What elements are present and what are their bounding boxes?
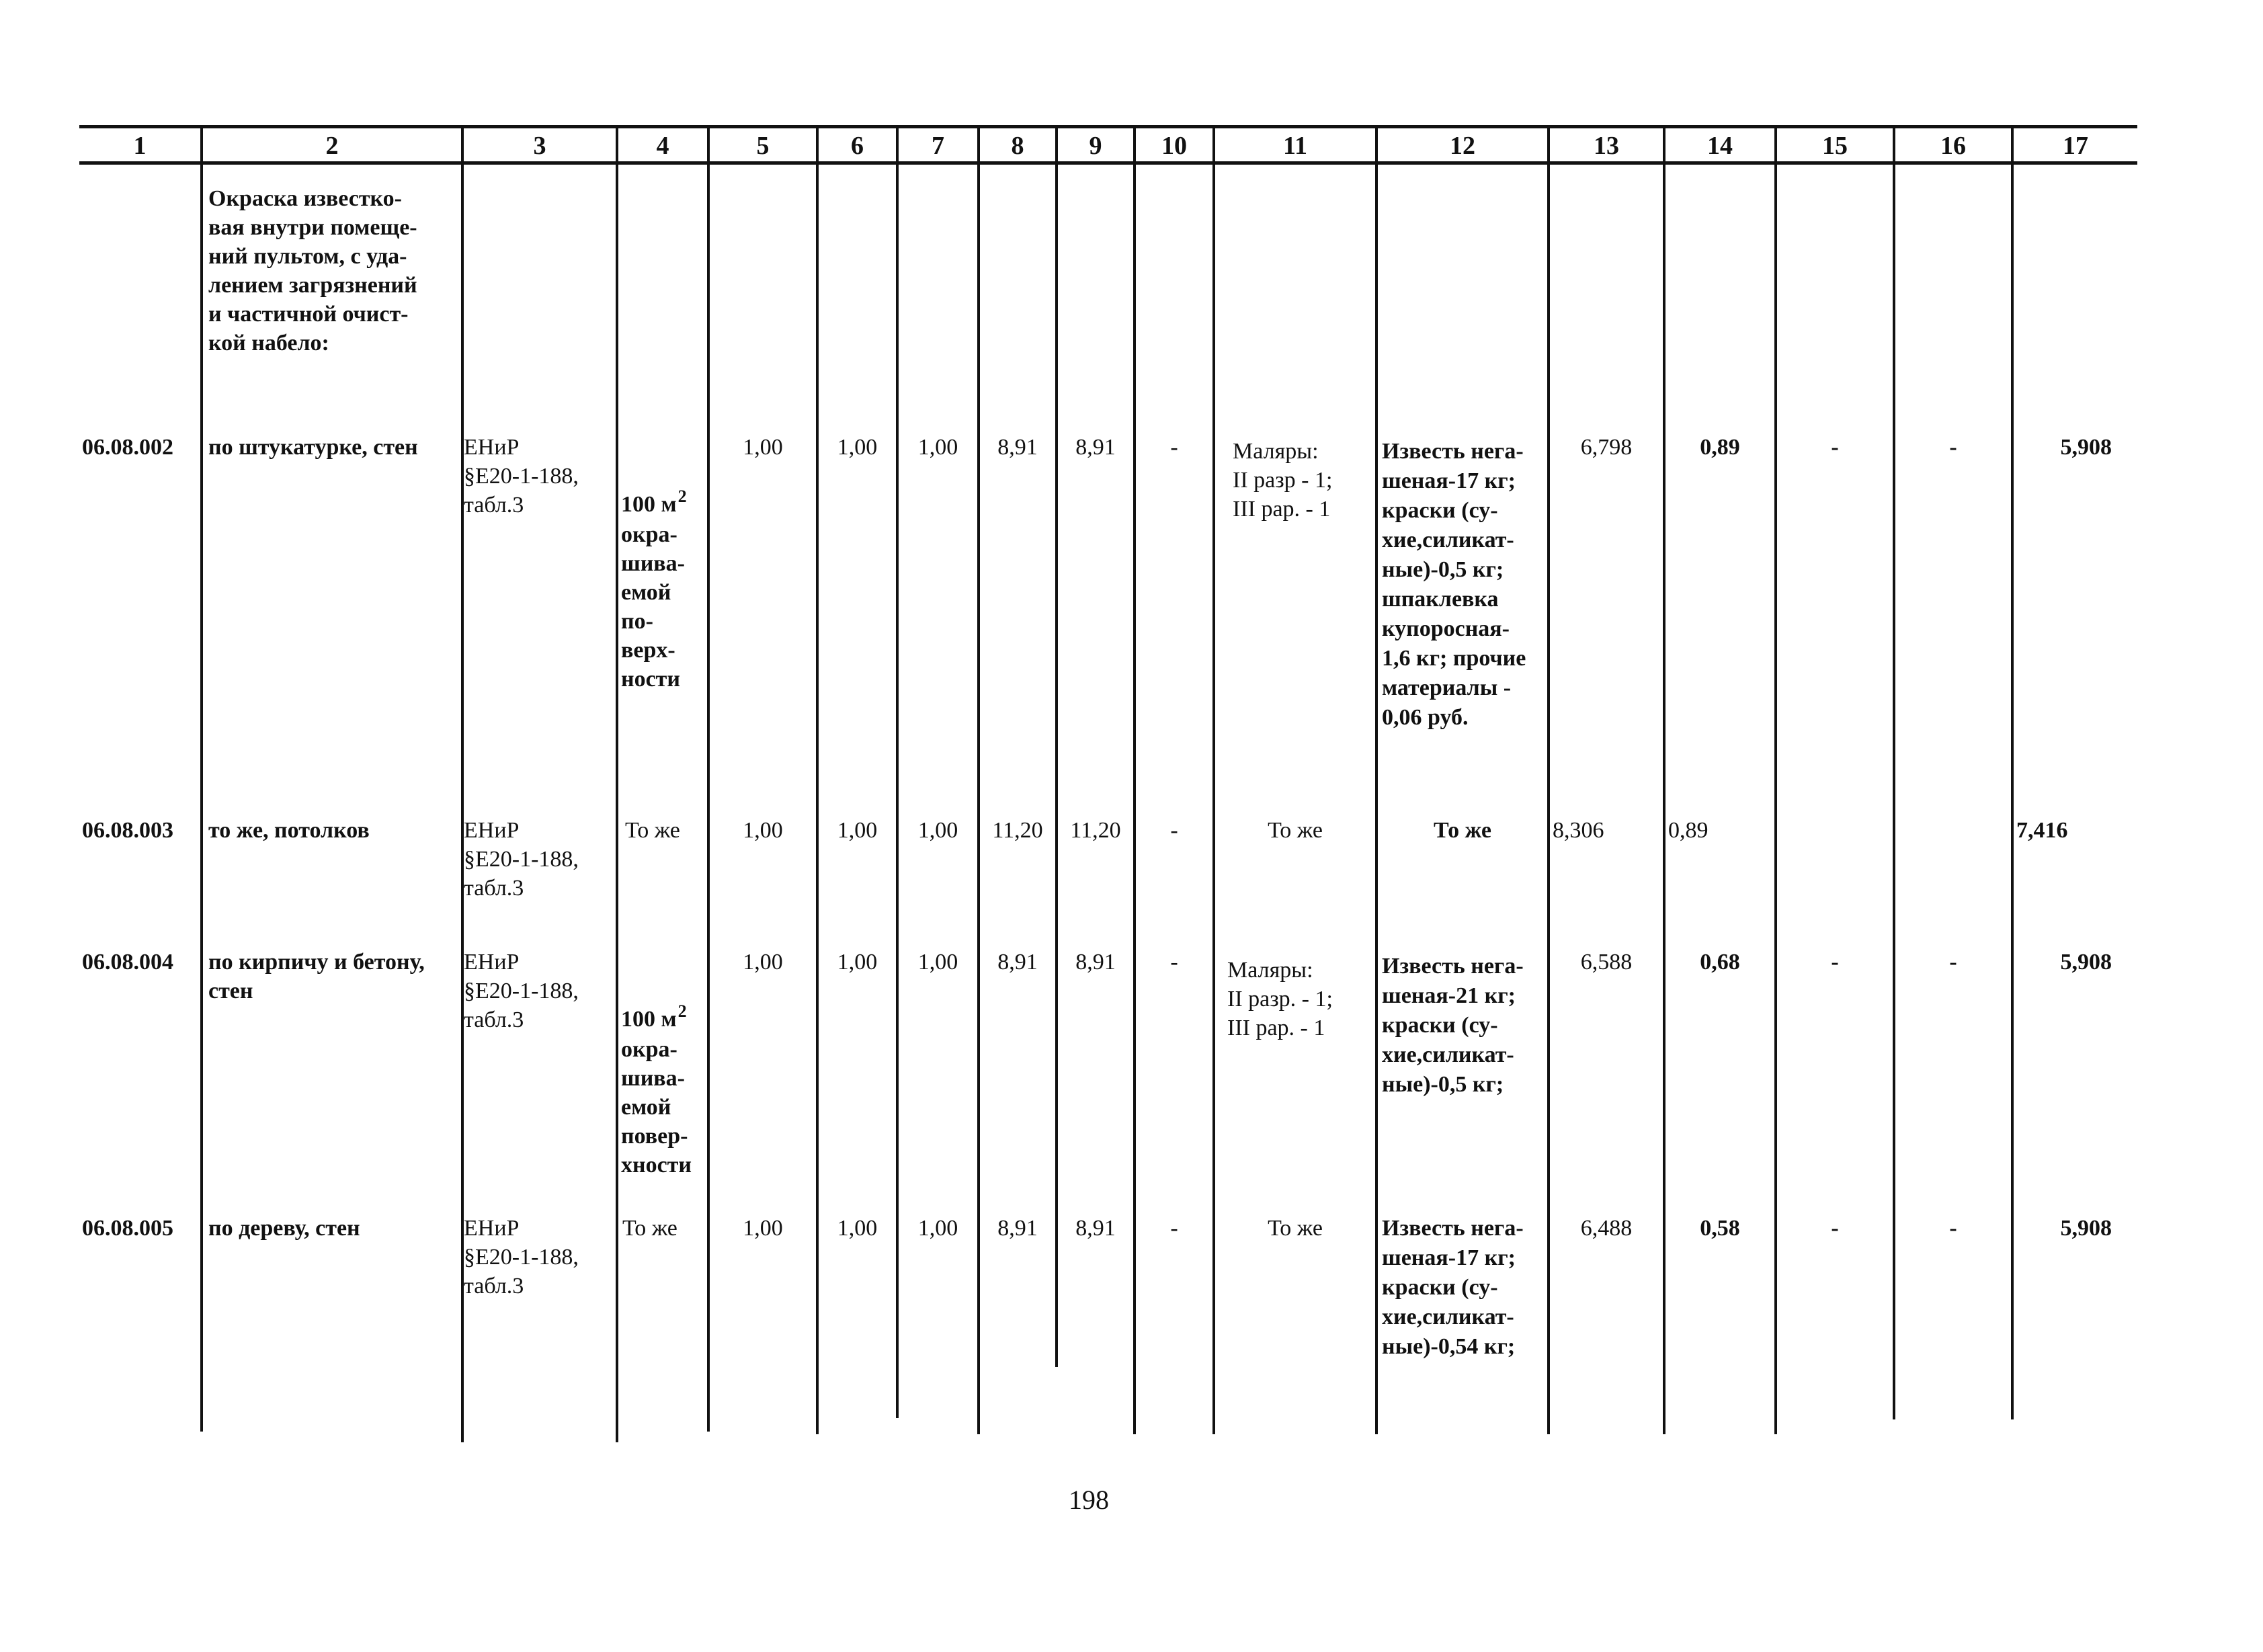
table-cell-5: 1,00 — [743, 1216, 783, 1241]
table-row-norm: ЕНиР §Е20-1-188, табл.3 — [464, 818, 579, 901]
table-row-name: по штукатурке, стен — [208, 435, 418, 460]
column-header: 6 — [851, 132, 864, 160]
column-header: 10 — [1161, 132, 1187, 160]
column-divider — [1375, 125, 1378, 1434]
table-cell-6: 1,00 — [837, 818, 878, 843]
unit-main: 100 м — [621, 492, 677, 517]
table-cell-workers: Маляры: II разр. - 1; III рар. - 1 — [1227, 958, 1333, 1040]
unit-superscript: 2 — [677, 487, 687, 506]
table-row-code: 06.08.005 — [82, 1216, 173, 1241]
table-cell-10: - — [1170, 818, 1178, 843]
table-cell-15: - — [1831, 435, 1839, 460]
table-row-norm: ЕНиР §Е20-1-188, табл.3 — [464, 1216, 579, 1298]
table-cell-9: 8,91 — [1075, 950, 1116, 975]
table-top-rule — [79, 125, 2137, 128]
column-header: 11 — [1283, 132, 1307, 160]
table-row-norm: ЕНиР §Е20-1-188, табл.3 — [464, 435, 579, 518]
unit-description: окра- шива- емой повер- хности — [621, 1037, 692, 1178]
table-cell-9: 8,91 — [1075, 1216, 1116, 1241]
table-row-unit: То же — [625, 818, 680, 843]
table-row-name: по кирпичу и бетону, стен — [208, 950, 425, 1003]
table-cell-16: - — [1949, 1216, 1957, 1241]
table-cell-15: - — [1831, 950, 1839, 975]
table-cell-13: 6,588 — [1580, 950, 1633, 975]
table-cell-8: 8,91 — [997, 950, 1038, 975]
unit-main: 100 м — [621, 1007, 677, 1032]
column-header: 8 — [1011, 132, 1024, 160]
column-header: 16 — [1940, 132, 1966, 160]
table-cell-17: 5,908 — [2060, 435, 2112, 460]
table-cell-workers: То же — [1268, 818, 1323, 843]
table-cell-5: 1,00 — [743, 435, 783, 460]
table-cell-7: 1,00 — [917, 1216, 958, 1241]
table-row-unit — [621, 461, 707, 722]
table-cell-10: - — [1170, 435, 1178, 460]
table-row-unit — [621, 976, 707, 1208]
table-cell-5: 1,00 — [743, 950, 783, 975]
table-cell-7: 1,00 — [917, 950, 958, 975]
column-header: 4 — [656, 132, 669, 160]
table-row-code: 06.08.002 — [82, 435, 173, 460]
page-number: 198 — [1069, 1485, 1109, 1515]
header-bottom-rule — [79, 161, 2137, 165]
table-cell-6: 1,00 — [837, 1216, 878, 1241]
unit-description: окра- шива- емой по- верх- ности — [621, 522, 685, 692]
table-cell-6: 1,00 — [837, 950, 878, 975]
table-cell-7: 1,00 — [917, 818, 958, 843]
table-cell-materials: То же — [1434, 818, 1491, 843]
unit-superscript: 2 — [677, 1001, 687, 1021]
table-cell-5: 1,00 — [743, 818, 783, 843]
table-cell-7: 1,00 — [917, 435, 958, 460]
column-header: 13 — [1594, 132, 1619, 160]
column-divider — [1055, 125, 1058, 1367]
table-row-code: 06.08.003 — [82, 818, 173, 843]
table-cell-14: 0,68 — [1700, 950, 1740, 975]
table-cell-16: - — [1949, 950, 1957, 975]
column-header: 9 — [1089, 132, 1102, 160]
table-cell-8: 8,91 — [997, 435, 1038, 460]
table-cell-14: 0,89 — [1700, 435, 1740, 460]
table-cell-10: - — [1170, 1216, 1178, 1241]
table-cell-9: 8,91 — [1075, 435, 1116, 460]
table-cell-17: 5,908 — [2060, 1216, 2112, 1241]
column-header: 2 — [325, 132, 339, 160]
table-cell-8: 8,91 — [997, 1216, 1038, 1241]
column-header: 1 — [133, 132, 147, 160]
table-cell-16: - — [1949, 435, 1957, 460]
table-cell-13: 6,798 — [1580, 435, 1633, 460]
column-header: 7 — [932, 132, 944, 160]
table-row-name: то же, потолков — [208, 818, 370, 843]
table-row-code: 06.08.004 — [82, 950, 173, 975]
table-cell-10: - — [1170, 950, 1178, 975]
section-title: Окраска известко- вая внутри помеще- ний пультом, с уда- лением загрязнений и частичной очист- кой набело: — [208, 186, 417, 356]
column-header: 17 — [2063, 132, 2088, 160]
table-row-unit: То же — [622, 1216, 677, 1241]
table-cell-17: 7,416 — [2016, 818, 2068, 843]
column-header: 12 — [1450, 132, 1475, 160]
table-row-norm: ЕНиР §Е20-1-188, табл.3 — [464, 950, 579, 1032]
table-cell-14: 0,89 — [1668, 818, 1709, 843]
table-cell-materials: Известь нега- шеная-17 кг; краски (су- хие,силикат- ные)-0,5 кг; шпаклевка купоросная- 1,6 кг; прочие материалы - 0,06 руб. — [1382, 439, 1526, 730]
table-cell-13: 6,488 — [1580, 1216, 1633, 1241]
table-cell-materials: Известь нега- шеная-17 кг; краски (су- хие,силикат- ные)-0,54 кг; — [1382, 1216, 1524, 1359]
column-header: 15 — [1822, 132, 1848, 160]
column-divider — [200, 125, 203, 1432]
table-row-name: по дереву, стен — [208, 1216, 360, 1241]
column-header: 5 — [756, 132, 770, 160]
table-cell-workers: Маляры: II разр - 1; III рар. - 1 — [1233, 439, 1333, 522]
table-cell-17: 5,908 — [2060, 950, 2112, 975]
column-divider — [616, 125, 618, 1442]
table-cell-13: 8,306 — [1553, 818, 1604, 843]
table-cell-materials: Известь нега- шеная-21 кг; краски (су- хие,силикат- ные)-0,5 кг; — [1382, 954, 1524, 1097]
column-header: 3 — [533, 132, 546, 160]
table-cell-8: 11,20 — [992, 818, 1043, 843]
column-header: 14 — [1707, 132, 1733, 160]
table-cell-9: 11,20 — [1070, 818, 1121, 843]
table-cell-workers: То же — [1268, 1216, 1323, 1241]
table-cell-14: 0,58 — [1700, 1216, 1740, 1241]
table-cell-6: 1,00 — [837, 435, 878, 460]
table-cell-15: - — [1831, 1216, 1839, 1241]
